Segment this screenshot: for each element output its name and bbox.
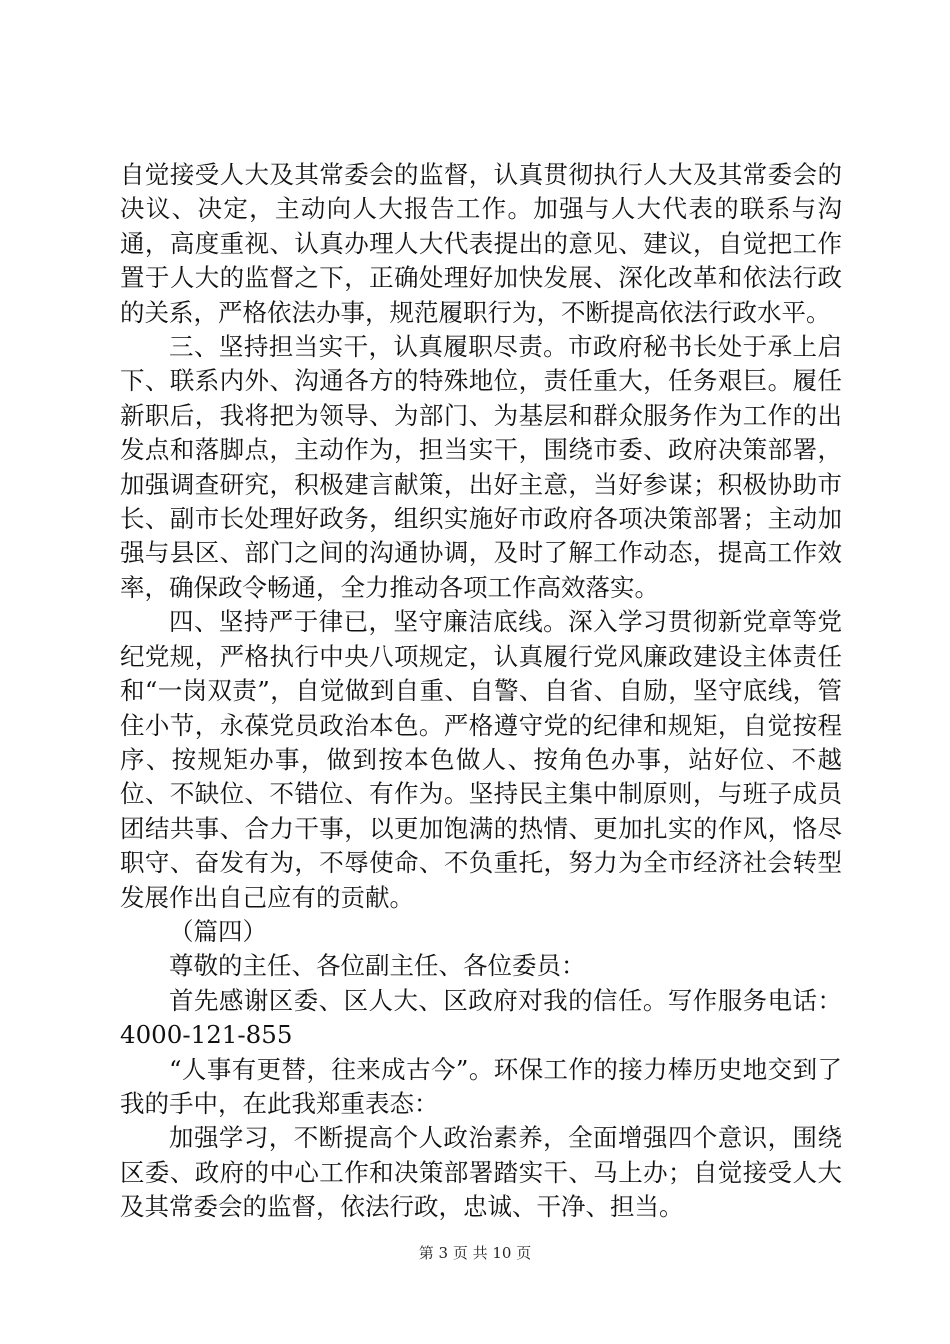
paragraph-2: 三、坚持担当实干，认真履职尽责。市政府秘书长处于承上启下、联系内外、沟通各方的特殊地位，责任重大，任务艰巨。履任新职后，我将把为领导、为部门、为基层和群众服务作为工作的出发点和落脚点，主动作为，担当实干，围绕市委、政府决策部署，加强调查研究，积极建言献策，出好主意，当好参谋；积极协助市长、副市长处理好政务，组织实施好市政府各项决策部署；主动加强与县区、部门之间的沟通协调，及时了解工作动态，提高工作效率，确保政令畅通，全力推动各项工作高效落实。 bbox=[120, 332, 842, 602]
paragraph-6: 加强学习，不断提高个人政治素养，全面增强四个意识，围绕区委、政府的中心工作和决策部署踏实干、马上办；自觉接受人大及其常委会的监督，依法行政，忠诚、干净、担当。 bbox=[120, 1123, 842, 1222]
paragraph-4: 首先感谢区委、区人大、区政府对我的信任。写作服务电话：4000-121-855 bbox=[120, 985, 842, 1050]
page-number-footer: 第 3 页 共 10 页 bbox=[418, 1244, 532, 1262]
section-heading: （篇四） bbox=[169, 916, 267, 946]
salutation: 尊敬的主任、各位副主任、各位委员： bbox=[169, 951, 586, 981]
paragraph-1: 自觉接受人大及其常委会的监督，认真贯彻执行人大及其常委会的决议、决定，主动向人大报告工作。加强与人大代表的联系与沟通，高度重视、认真办理人大代表提出的意见、建议，自觉把工作置于人大的监督之下，正确处理好加快发展、深化改革和依法行政的关系，严格依法办事，规范履职行为，不断提高依法行政水平。 bbox=[120, 160, 842, 327]
document-body bbox=[120, 158, 842, 1225]
paragraph-5: “人事有更替，往来成古今”。环保工作的接力棒历史地交到了我的手中，在此我郑重表态： bbox=[120, 1054, 842, 1118]
paragraph-3: 四、坚持严于律已，坚守廉洁底线。深入学习贯彻新党章等党纪党规，严格执行中央八项规定，认真履行党风廉政建设主体责任和“一岗双责”，自觉做到自重、自警、自省、自励，坚守底线，管住小节，永葆党员政治本色。严格遵守党的纪律和规矩，自觉按程序、按规矩办事，做到按本色做人、按角色办事，站好位、不越位、不缺位、不错位、有作为。坚持民主集中制原则，与班子成员团结共事、合力干事，以更加饱满的热情、更加扎实的作风，恪尽职守、奋发有为，不辱使命、不负重托，努力为全市经济社会转型发展作出自己应有的贡献。 bbox=[120, 607, 842, 912]
